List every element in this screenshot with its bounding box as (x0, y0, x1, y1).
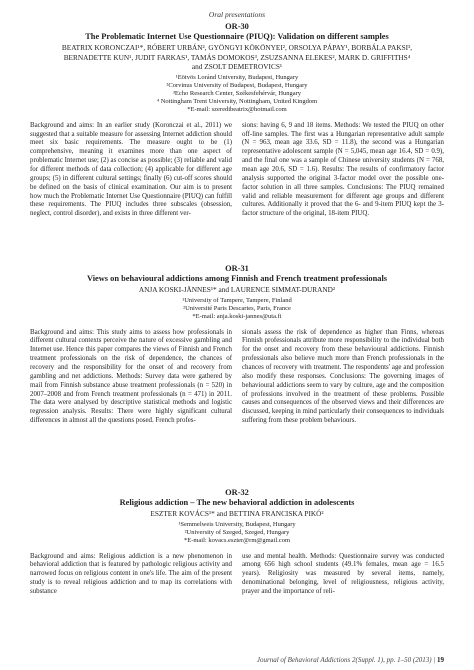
affiliation-line: ³Echo Research Center, Székesfehérvár, Hungary (172, 89, 302, 97)
affiliation-line: ²Corvinus University of Budapest, Budapest, Hungary (166, 81, 308, 89)
email-line: *E-mail: kovacs.eszter@rm@gmail.com (183, 536, 290, 544)
affiliation-line: ¹Semmelweis University, Budapest, Hungary (178, 520, 296, 528)
abstract-body (30, 122, 444, 219)
abstract-or-32 (30, 488, 444, 597)
author-line: ANJA KOSKI-JÄNNES¹* and LAURENCE SIMMAT-DURAND² (138, 285, 336, 294)
abstract-title: Religious addiction – The new behavioral addiction in adolescents (119, 498, 355, 507)
abstract-title: The Problematic Internet Use Questionnaire (PIUQ): Validation on different samples (85, 32, 389, 41)
abstract-left-column: Background and aims: This study aims to assess how professionals in different cultural contexts perceive the nature of excessive gambling and Internet use. Hence this paper compares the views of Finnish and French treatment professionals on the risk of dependence, the chances of recovery and the responsibility for the onset of and recovery from gambling and net addictions. Methods: Survey data were gathered by mail from Finnish substance abuse treatment professionals (n = 520) in 2007–2008 and from French treatment professionals (n = 471) in 2011. The data were analysed by descriptive statistical methods and logistic regression analysis. Results: There were highly significant cultural differences in almost all the questions posed. French profes- (30, 328, 232, 425)
author-line: ESZTER KOVÁCS¹* and BETTINA FRANCISKA PIKÓ² (150, 509, 324, 518)
footer-separator: | (433, 656, 436, 664)
abstract-body (30, 329, 444, 426)
affiliation-line: ¹University of Tampere, Tampere, Finland (182, 296, 292, 304)
email-line: *E-mail: szeredibeatrix@hotmail.com (187, 105, 287, 113)
email-line: *E-mail: anja.koski-jannes@uta.fi (192, 312, 282, 320)
abstract-authors (30, 43, 444, 72)
abstract-affiliations (30, 74, 444, 114)
abstract-left-column: Background and aims: In an earlier study (Koronczai et al., 2011) we suggested that a suitable measure for assessing Internet addiction should meet six basic requirements. The measure ought to be (1) comprehensive, meaning it examines more than one aspect of problematic Internet use; (2) as concise as possible; (3) reliable and valid for different methods of data collection; (4) applicable for different age groups; (5) in different cultural settings; finally (6) cut-off scores should be defined on the basis of clinical examination. Our aim is to present how much the Problematic Internet Use Questionnaire (PIUQ) can fulfill these requirements. The PIUQ includes three subscales (obsession, neglect, control disorder), and exists in three different ver- (30, 121, 232, 218)
affiliation-line: ⁴ Nottingham Trent University, Nottingham, United Kingdom (156, 97, 318, 105)
abstract-affiliations (30, 297, 444, 321)
affiliation-line: ¹Eötvös Loránd University, Budapest, Hungary (175, 73, 299, 81)
abstract-left-column: Background and aims: Religious addiction is a new phenomenon in behavioral addiction that is featured by pathologic religious activity and narrowed focus on religious content in one's life. The aim of the present study is to reveal religious addiction and to map its correlations with substance (30, 552, 232, 595)
abstract-body (30, 553, 444, 597)
abstract-affiliations (30, 521, 444, 545)
author-line: BERNADETTE KUN¹, JUDIT FARKAS¹, TAMÁS DOMOKOS³, ZSUZSANNA ELEKES², MARK D. GRIFFITHS⁴ (63, 52, 411, 62)
abstract-authors (30, 285, 444, 295)
author-line: and ZSOLT DEMETROVICS¹ (191, 62, 283, 72)
journal-citation: Journal of Behavioral Addictions 2(Suppl. 1), pp. 1–50 (2013) (256, 656, 432, 664)
abstract-id: OR-30 (225, 22, 249, 31)
abstract-right-column: sions: having 6, 9 and 18 items. Methods: We tested the PIUQ on other off-line samples. The first was a Hungarian representative adult sample (N = 963, mean age 33.6, SD = 11.8), the second was a Hungarian representative adolescent sample (N = 5,045, mean age 16.4, SD = 0.9), and the final one was a sample of Chinese university students (N = 768, mean age 20.6, SD = 1.6). Results: The results of confirmatory factor analysis supported the original 3-factor model over the possible one-factor solution in all three samples. Conclusions: The PIUQ remained valid and reliable measurement for different age groups and different cultures. Additionally it proved that the 6- and 9-item PIUQ kept the 3-factor structure of the original, 18-item PIUQ. (242, 121, 444, 218)
author-line: BEATRIX KORONCZAI¹*, RÓBERT URBÁN², GYÖNGYI KÖKÖNYEI², ORSOLYA PÁPAY¹, BORBÁLA PAKSI³, (61, 43, 413, 52)
abstract-right-column: sionals assess the risk of dependence as higher than Finns, whereas Finnish professionals attribute more responsibility to the individual both for the onset and recovery from these behavioural addictions. Finnish professionals also believe much more than French professionals in the chances of recovery with treatment. The respondents' age and profession also modify these responses. Conclusions: The governing images of behavioural addictions seem to vary by culture, age and the composition of professions involved in the treatment of these problems. Possible causes and consequences of the observed views and their differences are discussed, keeping in mind particularly their consequences to individuals suffering from these problem behaviours. (242, 328, 444, 425)
abstract-right-column: use and mental health. Methods: Questionnaire survey was conducted among 656 high school students (49.1% females, mean age = 16.5 years). Religiosity was measured by several items, namely, denominational belonging, level of religiousness, religious activity, prayer and the importance of reli- (242, 552, 444, 595)
affiliation-line: ²Université Paris Descartes, Paris, France (183, 304, 291, 312)
abstract-id: OR-32 (225, 488, 249, 497)
running-head: Oral presentations (208, 10, 266, 19)
affiliation-line: ²University of Szeged, Szeged, Hungary (184, 528, 290, 536)
abstract-or-31 (30, 264, 444, 426)
abstract-or-30 (30, 22, 444, 219)
abstract-id: OR-31 (225, 264, 249, 273)
abstract-title: Views on behavioural addictions among Finnish and French treatment professionals (86, 274, 388, 283)
page-footer (257, 656, 444, 664)
page-number: 19 (437, 656, 444, 664)
abstract-authors (30, 509, 444, 519)
